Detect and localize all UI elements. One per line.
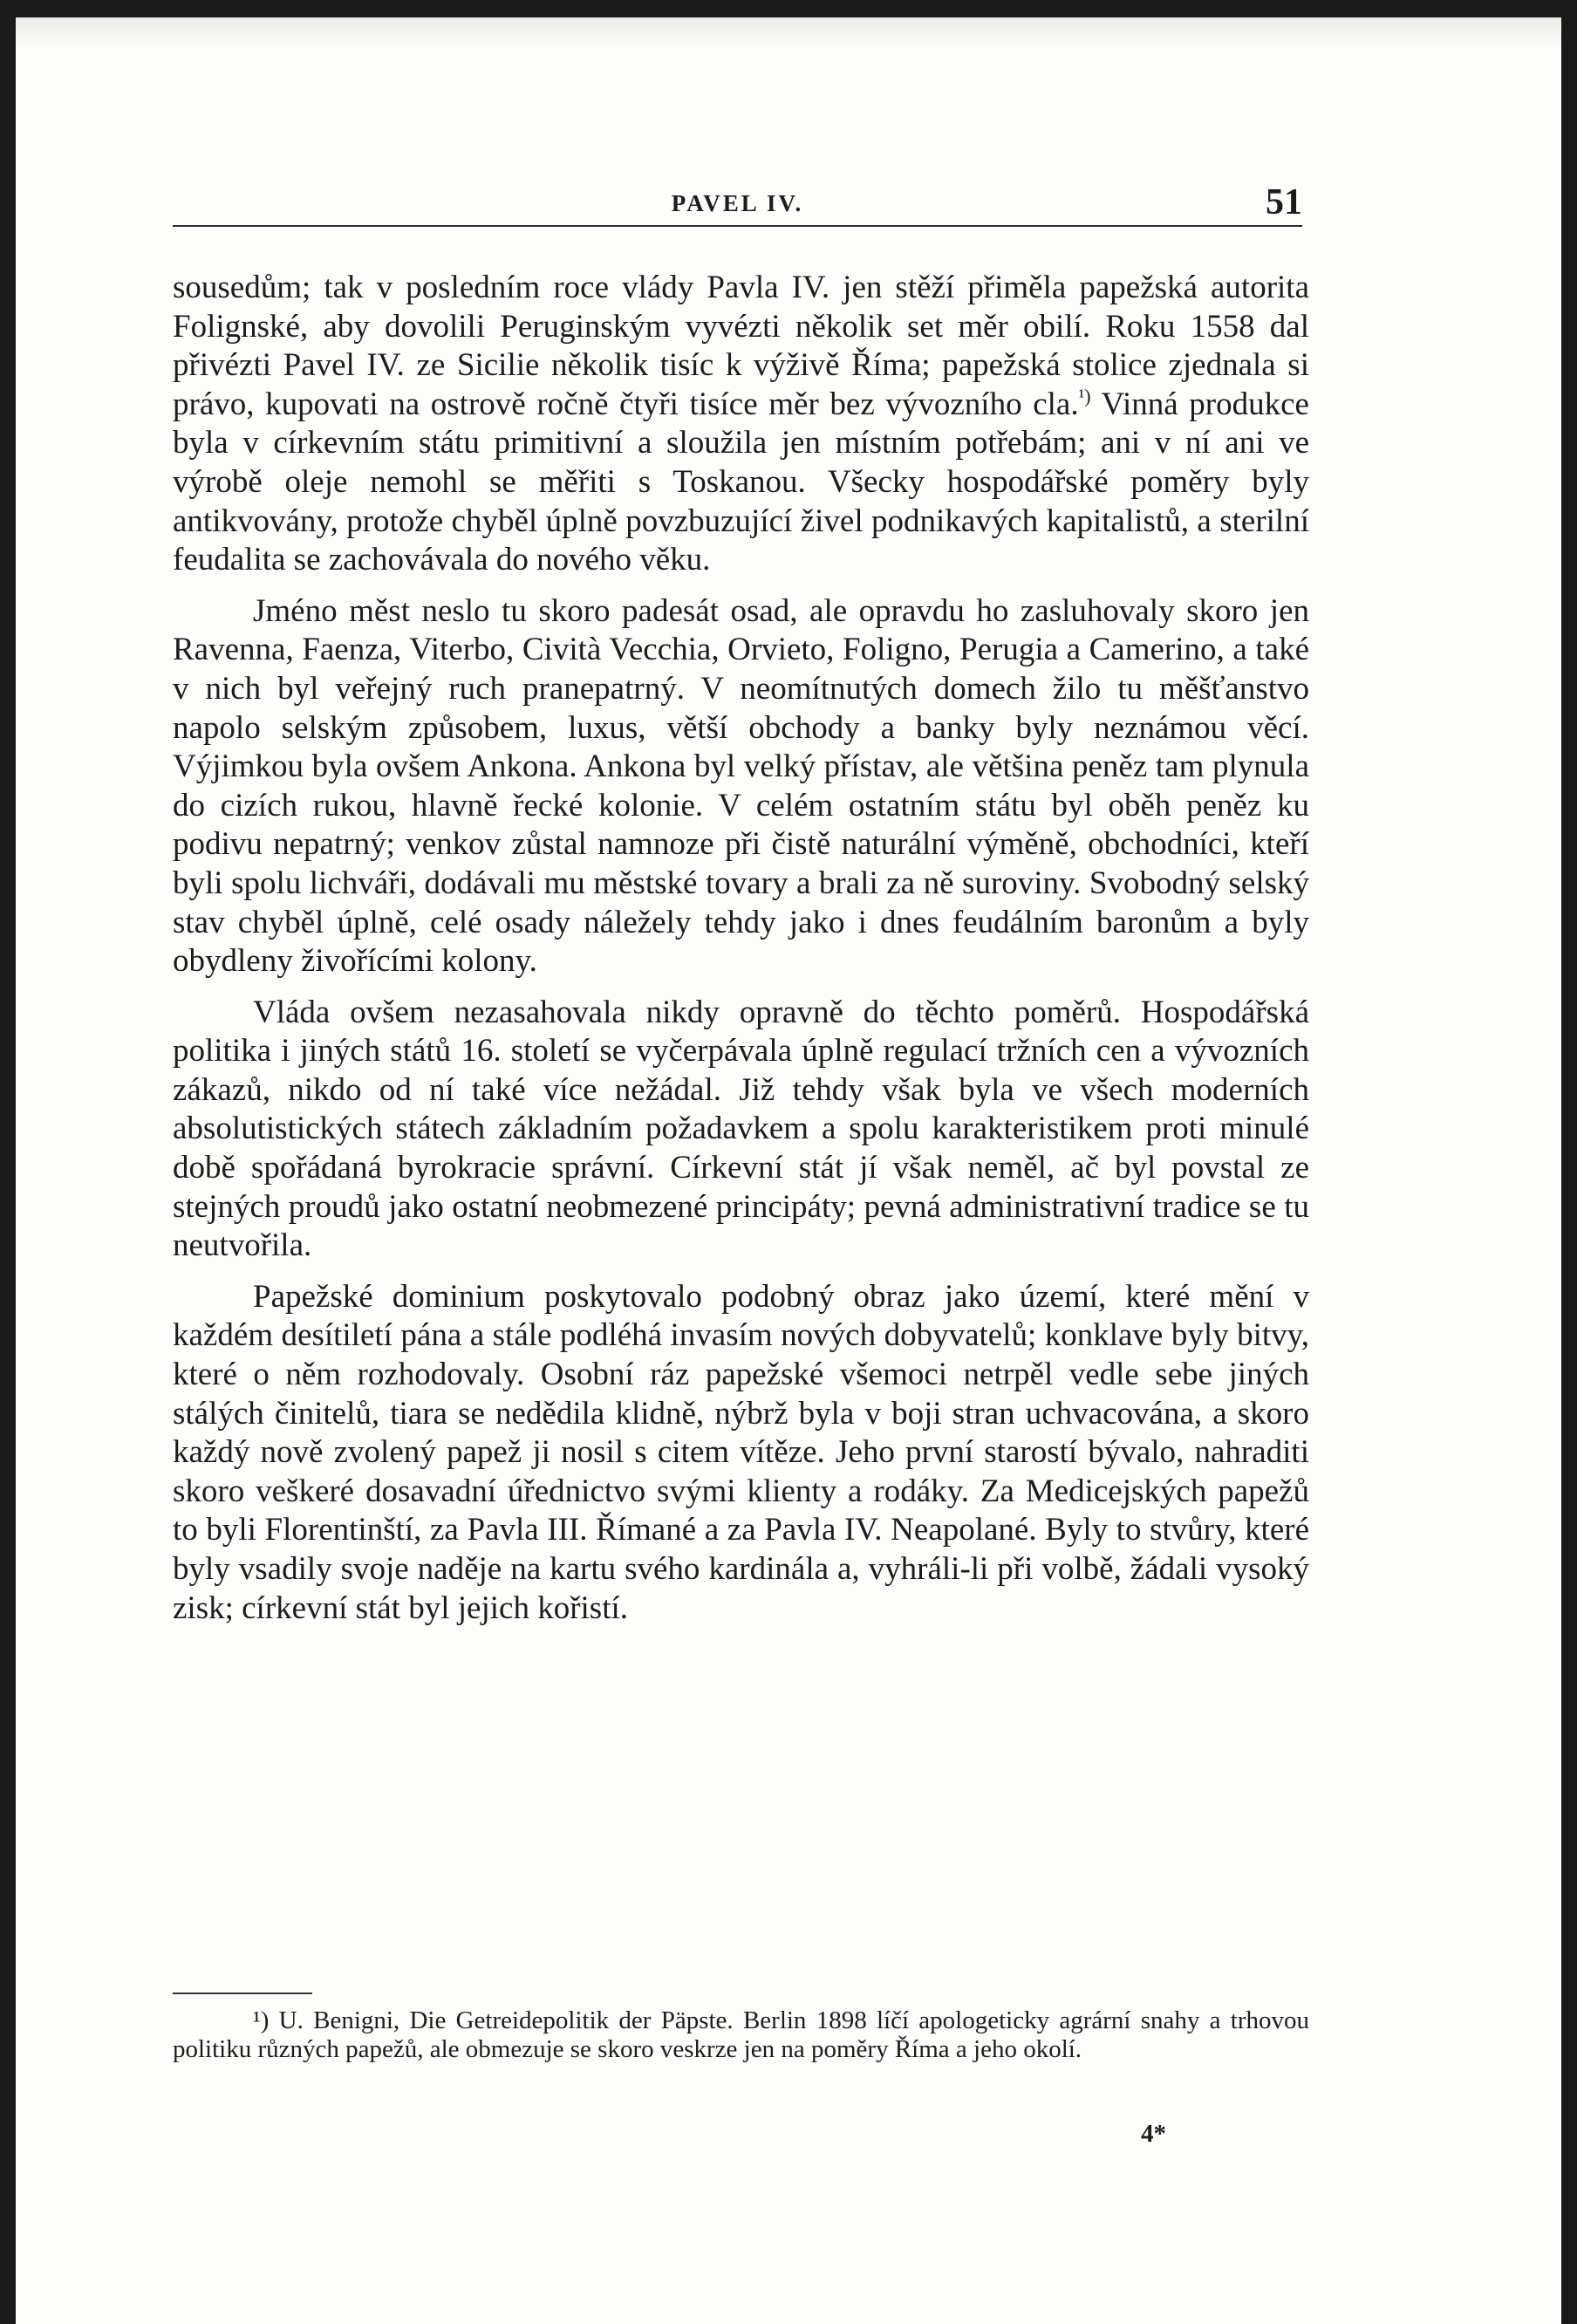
page-header (173, 181, 1302, 225)
page-number: 51 (1266, 182, 1302, 222)
signature-mark: 4* (1141, 2120, 1166, 2148)
body-text (173, 269, 1309, 1640)
footnote (173, 2006, 1309, 2064)
header-rule (173, 225, 1302, 227)
paragraph-2: Jméno měst neslo tu skoro padesát osad, ale opravdu ho zasluhovaly skoro jen Ravenna, Faenza, Viterbo, Cività Vecchia, Orvieto, Foligno, Perugia a Camerino, a také v nich byl veřejný ruch pranepatrný. V neomítnutých domech žilo tu měšťanstvo napolo selským způsobem, luxus, větší obchody a banky byly neznámou věcí. Výjimkou byla ovšem Ankona. Ankona byl velký přístav, ale většina peněz tam plynula do cizích rukou, hlavně řecké kolonie. V celém ostatním státu byl oběh peněz ku podivu nepatrný; venkov zůstal namnoze při čistě naturální výměně, obchodníci, kteří byli spolu lichváři, dodávali mu městské tovary a brali za ně suroviny. Svobodný selský stav chyběl úplně, celé osady náležely tehdy jako i dnes feudálním baronům a byly obydleny živořícími kolony. (173, 592, 1309, 980)
page-edge-shadow (16, 17, 1561, 47)
paragraph-1: sousedům; tak v posledním roce vlády Pavla IV. jen stěží přiměla papežská autorita Folignské, aby dovolili Peruginským vyvézti několik set měr obilí. Roku 1558 dal přivézti Pavel IV. ze Sicilie několik tisíc k výživě Říma; papežská stolice zjednala si právo, kupovati na ostrově ročně čtyři tisíce měr bez vývozního cla.$^{^1)}$ Vinná produkce byla v církevním státu primitivní a sloužila jen místním potřebám; ani v ní ani ve výrobě oleje nemohl se měřiti s Toskanou. Všecky hospodářské poměry byly antikvovány, protože chyběl úplně povzbuzující živel podnikavých kapitalistů, a sterilní feudalita se zachovávala do nového věku. (173, 270, 1309, 578)
paragraph-4: Papežské dominium poskytovalo podobný obraz jako území, které mění v každém desítiletí pána a stále podléhá invasím nových dobyvatelů; konklave byly bitvy, které o něm rozhodovaly. Osobní ráz papežské všemoci netrpěl vedle sebe jiných stálých činitelů, tiara se nedědila klidně, nýbrž byla v boji stran uchvacována, a skoro každý nově zvolený papež ji nosil s citem vítěze. Jeho první starostí bývalo, nahraditi skoro veškeré dosavadní úřednictvo svými klienty a rodáky. Za Medicejských papežů to byli Florentinští, za Pavla III. Římané a za Pavla IV. Neapolané. Byly to stvůry, které byly vsadily svoje naděje na kartu svého kardinála a, vyhráli-li při volbě, žádali vysoký zisk; církevní stát byl jejich kořistí. (173, 1278, 1309, 1626)
footnote-rule (173, 1992, 312, 1994)
book-page (16, 17, 1561, 2324)
footnote-text: U. Benigni, Die Getreidepolitik der Päpste. Berlin 1898 líčí apologeticky agrární snahy a trhovou politiku různých papežů, ale obmezuje se skoro veskrze jen na poměry Říma a jeho okolí. (173, 2006, 1310, 2063)
paragraph-3: Vláda ovšem nezasahovala nikdy opravně do těchto poměrů. Hospodářská politika i jiných států 16. století se vyčerpávala úplně regulací tržních cen a vývozních zákazů, nikdo od ní také více nežádal. Již tehdy však byla ve všech moderních absolutistických státech základním požadavkem a spolu karakteristikem proti minulé době spořádaná byrokracie správní. Církevní stát jí však neměl, ač byl povstal ze stejných proudů jako ostatní neobmezené principáty; pevná administrativní tradice se tu neutvořila. (173, 994, 1309, 1264)
footnote-reference: ¹) (1078, 385, 1091, 407)
footnote-marker: ¹) (253, 2006, 270, 2034)
running-head: PAVEL IV. (671, 190, 804, 216)
